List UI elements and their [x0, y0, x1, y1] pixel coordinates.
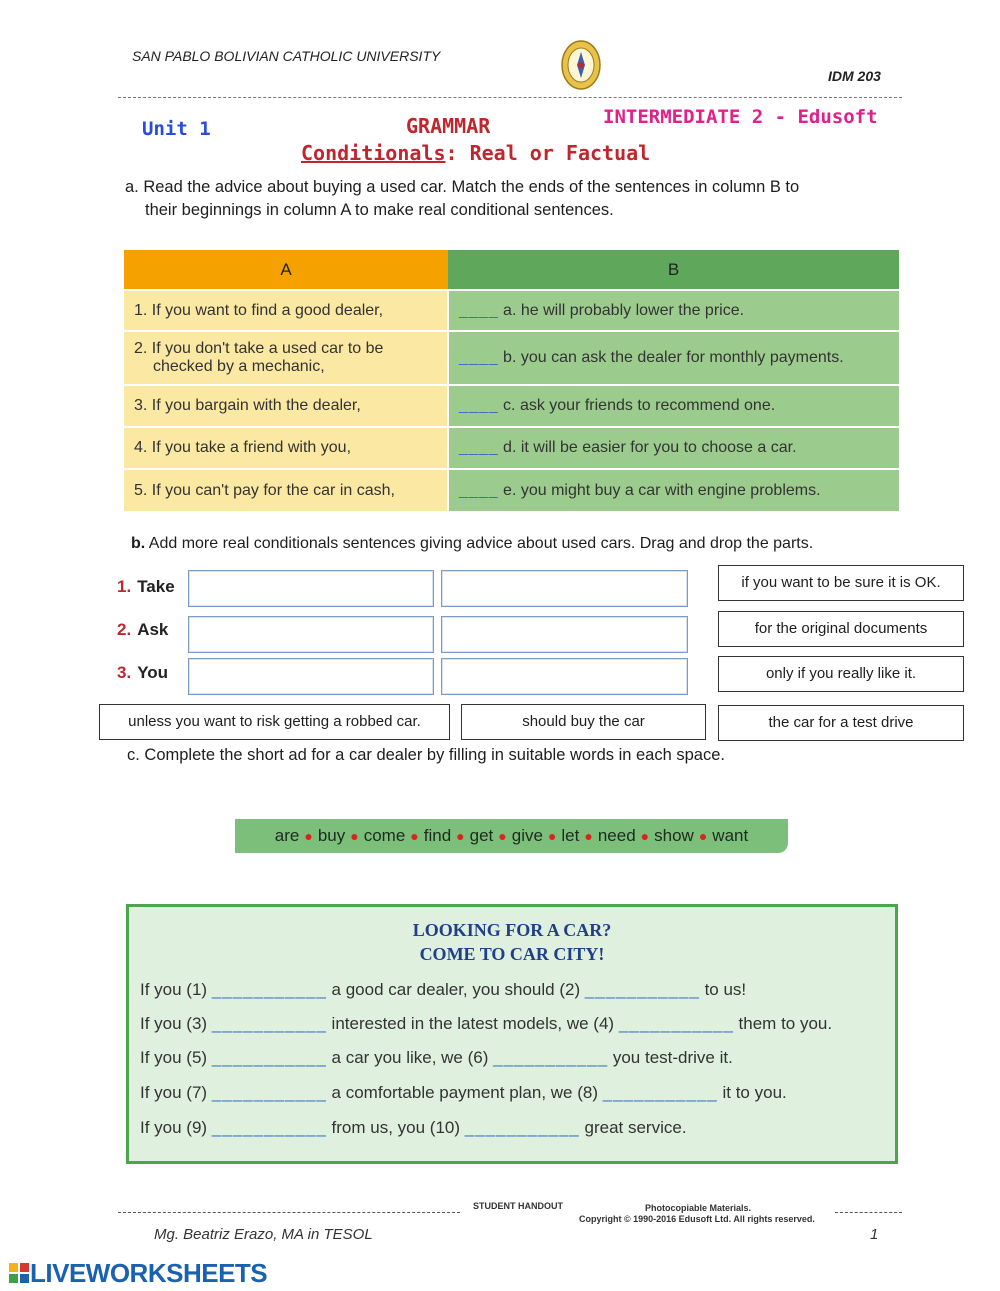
ad-title-line1: LOOKING FOR A CAR?: [412, 920, 612, 940]
ad-text: you test-drive it.: [608, 1048, 733, 1067]
section-label: GRAMMAR: [406, 114, 491, 138]
title-rest: : Real or Factual: [445, 141, 651, 165]
draggable-chip[interactable]: if you want to be sure it is OK.: [718, 565, 964, 601]
word-bank-item: want: [712, 826, 749, 845]
answer-blank-5[interactable]: ___________: [211, 1048, 327, 1067]
ad-text: great service.: [579, 1118, 687, 1137]
drop-zone-2b[interactable]: [441, 616, 688, 653]
column-a-cell: 5. If you can't pay for the car in cash,: [124, 469, 448, 511]
item-word: Take: [137, 577, 175, 596]
answer-blank-10[interactable]: ___________: [464, 1118, 580, 1137]
table-row: [124, 469, 899, 511]
answer-blank-7[interactable]: ___________: [211, 1083, 327, 1102]
ad-line-4: [140, 1083, 787, 1103]
word-bank-item: need: [597, 826, 636, 845]
ad-text: a comfortable payment plan, we (8): [326, 1083, 603, 1102]
part-a-instruction-line2: their beginnings in column A to make real conditional sentences.: [145, 201, 614, 219]
ad-text: from us, you (10): [326, 1118, 465, 1137]
ad-text: them to you.: [733, 1014, 833, 1033]
column-a-cell: 3. If you bargain with the dealer,: [124, 385, 448, 427]
answer-blank[interactable]: ____: [459, 301, 499, 319]
liveworksheets-logo[interactable]: [8, 1259, 267, 1287]
part-c-instruction: c. Complete the short ad for a car dealer by filling in suitable words in each space.: [127, 746, 725, 764]
table-row: [124, 290, 899, 331]
column-b-text: d. it will be easier for you to choose a car.: [503, 439, 797, 456]
drop-zone-3b[interactable]: [441, 658, 688, 695]
item-3-label: [117, 663, 168, 683]
answer-blank[interactable]: ____: [459, 481, 499, 499]
table-row: [124, 331, 899, 385]
brand-name: LIVEWORKSHEETS: [30, 1257, 268, 1288]
drop-zone-1b[interactable]: [441, 570, 688, 607]
item-word: You: [137, 663, 169, 682]
column-b-header: B: [448, 250, 899, 290]
draggable-chip[interactable]: for the original documents: [718, 611, 964, 647]
word-bank-item: get: [469, 826, 494, 845]
footer-divider-left: [118, 1212, 460, 1213]
course-code: IDM 203: [828, 68, 881, 84]
item-word: Ask: [137, 620, 169, 639]
ad-line-3: [140, 1048, 733, 1068]
item-1-label: [117, 577, 175, 597]
column-b-cell: [448, 331, 899, 385]
ad-text: it to you.: [717, 1083, 787, 1102]
column-a-cell: [124, 331, 448, 385]
column-b-cell: [448, 385, 899, 427]
part-a-instruction: [125, 176, 799, 222]
university-name: SAN PABLO BOLIVIAN CATHOLIC UNIVERSITY: [132, 48, 441, 64]
word-bank-item: buy: [317, 826, 346, 845]
ad-line-5: [140, 1118, 687, 1138]
word-bank-item: are: [274, 826, 300, 845]
column-b-text: b. you can ask the dealer for monthly payments.: [503, 349, 844, 366]
item-number: 2.: [117, 620, 132, 639]
table-row: [124, 427, 899, 469]
ad-text: If you (9): [140, 1118, 212, 1137]
answer-blank[interactable]: ____: [459, 349, 499, 366]
answer-blank-9[interactable]: ___________: [211, 1118, 327, 1137]
matching-table: [124, 250, 899, 511]
ad-line-1: [140, 980, 746, 1000]
unit-label: Unit 1: [142, 118, 211, 140]
ad-text: to us!: [699, 980, 747, 999]
column-b-text: c. ask your friends to recommend one.: [503, 397, 776, 414]
draggable-chip[interactable]: should buy the car: [461, 704, 706, 740]
ad-text: a good car dealer, you should (2): [326, 980, 585, 999]
page-number: 1: [870, 1226, 879, 1243]
ad-text: If you (3): [140, 1014, 212, 1033]
level-label: INTERMEDIATE 2 - Edusoft: [603, 106, 878, 128]
draggable-chip[interactable]: the car for a test drive: [718, 705, 964, 741]
column-b-cell: [448, 469, 899, 511]
column-a-text-cont: checked by a mechanic,: [153, 358, 325, 375]
ad-text: If you (5): [140, 1048, 212, 1067]
draggable-chip[interactable]: only if you really like it.: [718, 656, 964, 692]
answer-blank-2[interactable]: ___________: [584, 980, 700, 999]
answer-blank-6[interactable]: ___________: [493, 1048, 609, 1067]
table-row: [124, 385, 899, 427]
answer-blank[interactable]: ____: [459, 439, 499, 456]
page-title: [301, 141, 650, 165]
column-a-cell: 4. If you take a friend with you,: [124, 427, 448, 469]
ad-text: a car you like, we (6): [326, 1048, 494, 1067]
drop-zone-2a[interactable]: [188, 616, 434, 653]
column-a-cell: 1. If you want to find a good dealer,: [124, 290, 448, 331]
item-number: 3.: [117, 663, 132, 682]
title-underlined: Conditionals: [301, 141, 446, 165]
footer-divider-right: [835, 1212, 902, 1213]
word-bank-item: give: [511, 826, 543, 845]
draggable-chip[interactable]: unless you want to risk getting a robbed car.: [99, 704, 450, 740]
photocopiable-label: Photocopiable Materials.: [645, 1203, 752, 1213]
word-bank-item: find: [423, 826, 452, 845]
ad-text: If you (1): [140, 980, 212, 999]
word-bank-item: let: [561, 826, 580, 845]
ad-title-line2: COME TO CAR CITY!: [419, 944, 605, 964]
word-bank-item: come: [363, 826, 406, 845]
part-b-label: b.: [131, 535, 146, 552]
word-bank-item: show: [654, 826, 694, 845]
column-b-text: a. he will probably lower the price.: [503, 301, 745, 319]
part-b-instruction-text: Add more real conditionals sentences giving advice about used cars. Drag and drop the parts.: [145, 535, 814, 552]
drop-zone-3a[interactable]: [188, 658, 434, 695]
part-a-instruction-line1: a. Read the advice about buying a used car. Match the ends of the sentences in column B to: [125, 178, 800, 196]
header-divider: [118, 97, 902, 98]
answer-blank-3[interactable]: ___________: [211, 1014, 327, 1033]
part-b-instruction: [131, 535, 813, 553]
ad-line-2: [140, 1014, 832, 1034]
answer-blank-8[interactable]: ___________: [602, 1083, 718, 1102]
ad-text: If you (7): [140, 1083, 212, 1102]
item-number: 1.: [117, 577, 132, 596]
copyright-label: Copyright © 1990-2016 Edusoft Ltd. All rights reserved.: [579, 1214, 815, 1224]
author-name: Mg. Beatriz Erazo, MA in TESOL: [154, 1226, 373, 1243]
student-handout-label: STUDENT HANDOUT: [473, 1201, 563, 1211]
column-b-text: e. you might buy a car with engine problems.: [503, 481, 821, 499]
item-2-label: [117, 620, 168, 640]
column-b-cell: [448, 427, 899, 469]
answer-blank-4[interactable]: ___________: [618, 1014, 734, 1033]
drop-zone-1a[interactable]: [188, 570, 434, 607]
ad-text: interested in the latest models, we (4): [326, 1014, 619, 1033]
liveworksheets-icon: [8, 1262, 30, 1284]
university-seal-icon: [561, 40, 601, 90]
answer-blank-1[interactable]: ___________: [211, 980, 327, 999]
word-bank: are ● buy ● come ● find ● get ● give ● let ● need ● show ● want: [235, 819, 788, 853]
column-a-text: 2. If you don't take a used car to be: [134, 340, 384, 357]
column-b-cell: [448, 290, 899, 331]
column-a-header: A: [124, 250, 448, 290]
answer-blank[interactable]: ____: [459, 397, 499, 414]
